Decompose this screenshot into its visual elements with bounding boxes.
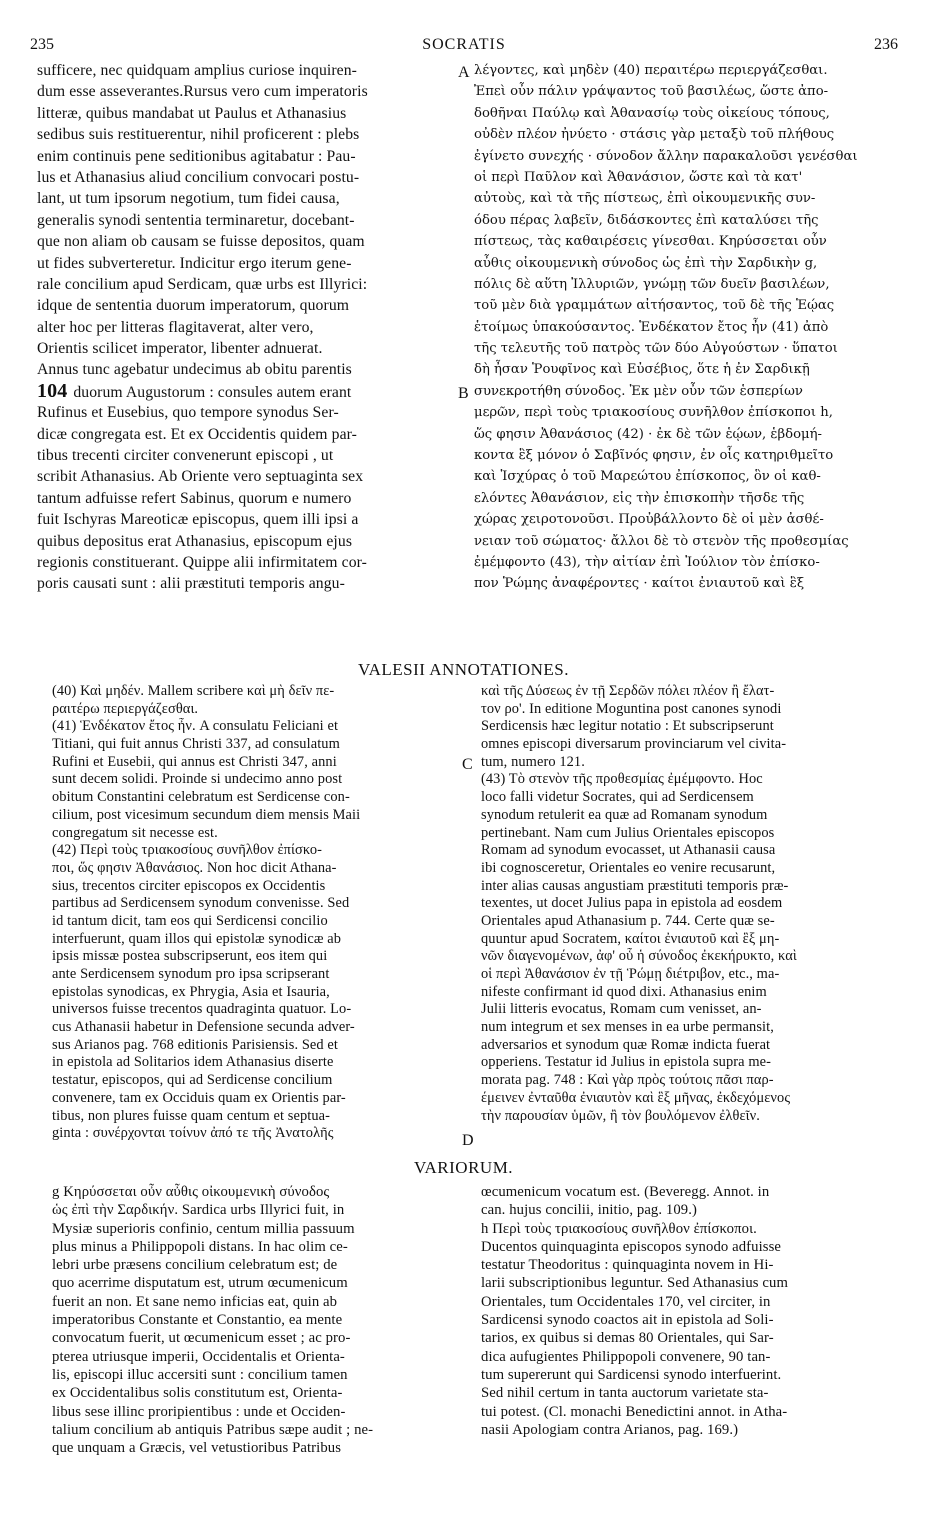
latin-line: Annus tunc agebatur undecimus ab obitu parentis — [37, 361, 352, 379]
variorum-title: VARIORUM. — [413, 1158, 514, 1177]
greek-line: μερῶν, περὶ τοὺς τριακοσίους συνῆλθον ἐπίσκοποι h, — [474, 405, 833, 421]
annotation-line: Romam ad synodum evocasset, ut Athanasii causa — [481, 842, 776, 859]
greek-line: αὖθις οἰκουμενικὴ σύνοδος ὡς ἐπὶ τὴν Σαρδικὴν g, — [474, 255, 818, 271]
variorum-line: nasii Apologiam contra Arianos, pag. 169.) — [481, 1421, 739, 1438]
latin-line: regionis constituerant. Quippe alii infirmitatem cor- — [37, 553, 367, 571]
annotation-line: (40) Καὶ μηδέν. Mallem scribere καὶ μὴ δεῖν πε- — [52, 683, 335, 699]
greek-line: Ἐπεὶ οὖν πάλιν γράψαντος τοῦ βασιλέως, ὥστε ἀπο- — [474, 84, 829, 100]
greek-line: δὴ ἦσαν Ῥουφῖνος καὶ Εὐσέβιος, ὅτε ἡ ἐν Σαρδικῇ — [474, 362, 810, 378]
latin-line: Orientis scilicet imperator, libenter adnuerat. — [37, 340, 323, 358]
annotation-line: sunt decem solidi. Proinde si undecimo anno post — [52, 771, 343, 788]
annotation-line: nifeste confirmant id quod dixi. Athanasius enim — [481, 983, 767, 1000]
margin-letter-c: C — [462, 756, 473, 773]
latin-line: tantum adfuisse refert Sabinus, quorum e numero — [37, 489, 352, 507]
greek-line: ἐγίνετο συνεχής · σύνοδον ἄλλην παρακαλοῦσι γενέσθαι — [474, 148, 858, 164]
variorum-line: h Περὶ τοὺς τριακοσίους συνῆλθον ἐπίσκοποι. — [481, 1220, 757, 1237]
annotation-line: pertinebant. Nam cum Julius Orientales episcopos — [481, 824, 775, 841]
annotation-line: id tantum dicit, tam eos qui Serdicensi concilio — [52, 912, 328, 929]
annotation-line: ginta : συνέρχονται τοίνυν ἀπό τε τῆς Ἀνατολῆς — [52, 1125, 334, 1142]
margin-letter-b: B — [458, 385, 469, 402]
annotation-line: ibi cognosceretur, Orientales eo venire recusarunt, — [481, 859, 776, 876]
greek-line: αὐτοὺς, καὶ τὰ τῆς πίστεως, ἐπὶ οἰκουμενικῆς συν- — [474, 191, 816, 207]
annotation-line: Rufini et Eusebii, qui annus est Christi 347, anni — [52, 753, 337, 770]
annotation-line: νῶν διαγενομένων, ἀφ' οὗ ἡ σύνοδος ἐκεκήρυκτο, καὶ — [481, 948, 797, 965]
latin-line: enim continuis pene seditionibus agitabatur : Pau- — [37, 147, 356, 165]
variorum-line: ὡς ἐπὶ τὴν Σαρδικήν. Sardica urbs Illyrici fuit, in — [52, 1202, 345, 1219]
variorum-line: convocatum fuerit, ut œcumenicum esset ; ac pro- — [52, 1330, 351, 1347]
variorum-line: dica aufugientes Philippopoli convenere, 90 tan- — [481, 1348, 771, 1365]
annotation-line: οἱ περὶ Ἀθανάσιον ἐν τῇ Ῥώμῃ διέτριβον, etc., ma- — [481, 966, 780, 982]
annotation-line: (43) Τὸ στενὸν τῆς προθεσμίας ἐμέμφοντο. Hoc — [481, 771, 763, 788]
annotation-line: omnes episcopi diversarum provinciarum vel civita- — [481, 736, 787, 753]
greek-line: καὶ Ἰσχύρας ὁ τοῦ Μαρεώτου ἐπίσκοπος, ὃν οἱ καθ- — [474, 469, 821, 485]
annotation-line: inter alias causas angustiam præstituti temporis præ- — [481, 877, 789, 894]
line-number: 104 — [37, 380, 68, 402]
annotation-line: καὶ τῆς Δύσεως ἐν τῇ Σερδῶν πόλει πλέον ἢ ἔλατ- — [481, 683, 775, 699]
annotation-line: ποι, ὥς φησιν Ἀθανάσιος. Non hoc dicit Athana- — [52, 859, 337, 876]
latin-line: lant, ut tum ipsorum negotium, tum fidei causa, — [37, 190, 340, 208]
variorum-line: imperatoribus Constante et Constantio, ea mente — [52, 1312, 343, 1329]
latin-line: alter hoc per litteras flagitaverat, alter vero, — [37, 318, 314, 336]
annotation-line: tibus, non plures fuisse quam centum et septua- — [52, 1107, 331, 1124]
annotation-line: congregatum sit necesse est. — [52, 824, 218, 841]
variorum-line: talium concilium ab antiquis Patribus sæpe audit ; ne- — [52, 1421, 374, 1438]
annotation-line: in epistola ad Solitarios idem Athanasius diserte — [52, 1054, 334, 1071]
annotation-line: Orientales apud Athanasium p. 744. Certe quæ se- — [481, 912, 775, 929]
greek-line: οὐδὲν πλέον ἠνύετο · στάσις γὰρ μεταξὺ τοῦ πλήθους — [474, 127, 835, 143]
greek-line: οἱ περὶ Παῦλον καὶ Ἀθανάσιον, ὥστε καὶ τὰ κατ' — [474, 169, 803, 185]
variorum-line: quo acerrime disputatum est, utrum œcumenicum — [52, 1275, 348, 1292]
annotation-line: Serdicensis hæc legitur notatio : Et subscripserunt — [481, 718, 774, 735]
valesii-right-column — [481, 683, 899, 1125]
greek-line: όδου πέρας λαβεῖν, διδάσκοντες ἐπὶ καταλύσει τῆς — [474, 212, 819, 228]
page-number-left: 235 — [30, 36, 54, 53]
variorum-right-column — [481, 1183, 899, 1439]
greek-line: τῆς τελευτῆς τοῦ πατρὸς τῶν δύο Αὐγούστων · ὕπατοι — [474, 341, 838, 357]
latin-line: dum esse asseverantes.Rursus vero cum imperatoris — [37, 83, 368, 101]
annotation-line: adversarios et synodum quæ Romæ indicta fuerat — [481, 1036, 771, 1053]
variorum-line: Orientales, tum Occidentales 170, vel circiter, in — [481, 1293, 771, 1310]
annotation-line: epistolas synodicas, ex Phrygia, Asia et Isauria, — [52, 983, 330, 1000]
annotation-line: ipsis missæ postea subscripserunt, eos item qui — [52, 948, 328, 965]
page-header — [30, 36, 898, 58]
variorum-line: can. hujus concilii, initio, pag. 109.) — [481, 1202, 698, 1219]
latin-line: Rufinus et Eusebius, quo tempore synodus Ser- — [37, 404, 339, 422]
margin-letter-a: A — [458, 64, 470, 81]
annotation-line: num integrum et sex menses in ea urbe permansit, — [481, 1019, 774, 1036]
variorum-line: Sardicensi synodo coactos ait in epistola ad Soli- — [481, 1312, 774, 1329]
text-span: duorum Augustorum : consules autem erant — [73, 383, 352, 401]
latin-line: sedibus suis restituerentur, nihil proficerent : plebs — [37, 126, 360, 144]
annotation-line: Julii litteris evocatus, Romam cum venisset, an- — [481, 1001, 762, 1018]
annotation-line: ante Serdicensem synodum pro ipsa scripserant — [52, 966, 330, 982]
latin-line: fuit Ischyras Mareoticæ episcopus, quem illi ipsi a — [37, 511, 359, 529]
latin-line: scribit Athanasius. Ab Oriente vero septuaginta sex — [37, 468, 364, 486]
variorum-line: que unquam a Græcis, vel vetustioribus Patribus — [52, 1440, 342, 1457]
variorum-line: tarios, ex quibus si demas 80 Orientales, qui Sar- — [481, 1330, 774, 1347]
annotation-line: partibus ad Serdicensem synodum convenisse. Sed — [52, 895, 350, 912]
latin-line: rale concilium apud Serdicam, quæ urbs est Illyrici: — [37, 275, 368, 293]
variorum-line: tui potest. (Cl. monachi Benedictini annot. in Atha- — [481, 1403, 788, 1420]
variorum-line: lebri urbe præsens concilium celebratum est; de — [52, 1257, 338, 1274]
variorum-line: tum supererunt qui Sardicensi synodo interfuerint. — [481, 1366, 782, 1383]
variorum-line: Sed nihil certum in tanta auctorum varietate sta- — [481, 1385, 769, 1402]
main-latin-column — [37, 60, 455, 595]
annotation-line: ραιτέρω περιεργάζεσθαι. — [52, 700, 199, 717]
main-greek-column — [474, 60, 896, 595]
latin-line: sufficere, nec quidquam amplius curiose inquiren- — [37, 62, 358, 79]
greek-line: συνεκροτήθη σύνοδος. Ἐκ μὲν οὖν τῶν ἑσπερίων — [474, 383, 803, 399]
annotation-line: έμεινεν ἐνταῦθα ἐνιαυτὸν καὶ ἓξ μῆνας, ἐκδεχόμενος — [481, 1089, 791, 1106]
greek-line: ελόντες Ἀθανάσιον, εἰς τὴν ἐπισκοπὴν τῆσδε τῆς — [474, 490, 805, 506]
greek-line: νειαν τοῦ σώματος· ἄλλοι δὲ τὸ στενὸν τῆς προθεσμίας — [474, 533, 849, 549]
variorum-line: plus minus a Philippopoli distans. In hac olim ce- — [52, 1238, 348, 1255]
annotation-line: loco falli videtur Socrates, qui ad Serdicensem — [481, 789, 754, 806]
annotation-line: sius, trecentos circiter episcopos ex Occidentis — [52, 877, 326, 894]
variorum-line: larii subscriptionibus leguntur. Sed Athanasius cum — [481, 1275, 788, 1292]
annotation-line: cilium, post vicesimum secundum diem mensis Maii — [52, 806, 361, 823]
latin-line: tibus trecenti circiter convenerunt episcopi , ut — [37, 447, 334, 465]
latin-line: que non aliam ob causam se fuisse depositos, quam — [37, 233, 365, 251]
annotation-line: quuntur apud Socratem, καίτοι ἐνιαυτοῦ καὶ ἓξ μη- — [481, 930, 780, 947]
annotation-line: morata pag. 748 : Καὶ γὰρ πρὸς τούτοις πᾶσι παρ- — [481, 1072, 774, 1089]
latin-line: idque de sententia duorum imperatorum, quorum — [37, 297, 350, 315]
greek-line: κοντα ἓξ μόνον ὁ Σαβῖνός φησιν, ἐν οἷς κατηριθμεῖτο — [474, 448, 834, 464]
annotation-line: convenere, tam ex Occiduis quam ex Orientis par- — [52, 1089, 346, 1106]
annotation-line: interfuerunt, quam illos qui epistolæ synodicæ ab — [52, 930, 342, 947]
variorum-line: Mysiæ superioris confinio, centum millia passuum — [52, 1220, 355, 1237]
variorum-line: Ducentos quinquaginta episcopos synodo adfuisse — [481, 1238, 782, 1255]
greek-line: ἐμέμφοντο (43), τὴν αἰτίαν ἐπὶ Ἰούλιον τὸν ἐπίσκο- — [474, 554, 820, 570]
latin-line: lus et Athanasius aliud concilium convocari postu- — [37, 168, 360, 186]
greek-line: τοῦ μὲν διὰ γραμμάτων αἰτήσαντος, τοῦ δὲ τῆς Ἑῴας — [474, 298, 835, 314]
greek-line: πον Ῥώμης ἀναφέροντες · καίτοι ἐνιαυτοῦ καὶ ἓξ — [474, 576, 805, 592]
annotation-line: synodum retulerit ea quæ ad Romanam synodum — [481, 806, 768, 823]
latin-line — [37, 381, 455, 402]
annotation-line: tum, numero 121. — [481, 753, 585, 770]
greek-line: πόλις δὲ αὕτη Ἰλλυριῶν, γνώμῃ τῶν δυεῖν βασιλέων, — [474, 276, 830, 292]
margin-letter-d: D — [462, 1132, 474, 1149]
annotation-line: sus Arianos pag. 768 editionis Parisiensis. Sed et — [52, 1036, 339, 1053]
variorum-line: ex Occidentalibus solis constitutum est, Orienta- — [52, 1385, 343, 1402]
greek-line: ὥς φησιν Ἀθανάσιος (42) · ἐκ δὲ τῶν ἑῴων, ἑβδομή- — [474, 426, 822, 442]
annotation-line: (42) Περὶ τοὺς τριακοσίους συνῆλθον ἐπίσκο- — [52, 842, 323, 859]
latin-line: litteræ, quibus mandabat ut Paulus et Athanasius — [37, 104, 347, 122]
latin-line: quibus depositus erat Athanasius, episcopum ejus — [37, 532, 353, 550]
annotation-line: testatur, episcopos, qui ad Serdicense concilium — [52, 1072, 333, 1089]
variorum-left-column — [52, 1183, 462, 1457]
greek-line: ἑτοίμως ὑπακούσαντος. Ἑνδέκατον ἔτος ἦν (41) ἀπὸ — [474, 319, 829, 335]
annotation-line: universos fuisse trecentos quadraginta quatuor. Lo- — [52, 1001, 352, 1018]
greek-line: δοθῆναι Παύλῳ καὶ Ἀθανασίῳ τοὺς οἰκείους τόπους, — [474, 105, 830, 121]
page-number-right: 236 — [874, 36, 898, 53]
latin-line: dicæ congregata est. Et ex Occidentis quidem par- — [37, 425, 357, 443]
annotation-line: τον ρο'. In editione Moguntina post canones synodi — [481, 700, 782, 717]
variorum-line: g Κηρύσσεται οὖν αὖθις οἰκουμενικὴ σύνοδος — [52, 1184, 330, 1200]
variorum-line: pterea utriusque imperii, Occidentalis et Orienta- — [52, 1348, 345, 1365]
annotation-line: (41) Ἑνδέκατον ἔτος ἦν. A consulatu Feliciani et — [52, 718, 339, 735]
variorum-line: œcumenicum vocatum est. (Beveregg. Annot. in — [481, 1184, 770, 1200]
annotation-line: texentes, ut docet Julius papa in epistola ad eosdem — [481, 895, 783, 912]
annotation-line: obitum Constantini celebratum est Serdicense con- — [52, 789, 350, 806]
variorum-line: libus sese illinc proripientibus : unde et Occiden- — [52, 1403, 346, 1420]
greek-line: λέγοντες, καὶ μηδὲν (40) περαιτέρω περιεργάζεσθαι. — [474, 63, 828, 78]
annotation-line: cus Athanasii habetur in Defensione secunda adver- — [52, 1019, 355, 1036]
annotation-line: τὴν παρουσίαν ὑμῶν, ἢ τὸν βουλόμενον ἐλθεῖν. — [481, 1107, 760, 1124]
greek-line: χώρας χειροτονοῦσι. Προὐβάλλοντο δὲ οἱ μὲν ἀσθέ- — [474, 512, 824, 528]
latin-line: generalis synodi sententia terminaretur, docebant- — [37, 211, 355, 229]
latin-line: ut fides subverteretur. Indicitur ergo iterum gene- — [37, 254, 352, 272]
running-title: SOCRATIS — [422, 36, 506, 53]
greek-line: πίστεως, τὰς καθαιρέσεις γίνεσθαι. Κηρύσσεται οὖν — [474, 234, 827, 250]
annotation-line: opperiens. Testatur id Julius in epistola supra me- — [481, 1054, 771, 1071]
variorum-line: fuerit an non. Et sane nemo inficias eat, quin ab — [52, 1293, 338, 1310]
annotation-line: Titiani, qui fuit annus Christi 337, ad consulatum — [52, 736, 340, 753]
variorum-line: lis, episcopi illuc accersiti sunt : concilium tamen — [52, 1366, 348, 1383]
valesii-left-column — [52, 683, 462, 1143]
variorum-line: testatur Theodoritus : quinquaginta novem in Hi- — [481, 1257, 774, 1274]
valesii-title: VALESII ANNOTATIONES. — [358, 660, 569, 679]
latin-line: poris causati sunt : alii præstituti temporis angu- — [37, 575, 345, 593]
